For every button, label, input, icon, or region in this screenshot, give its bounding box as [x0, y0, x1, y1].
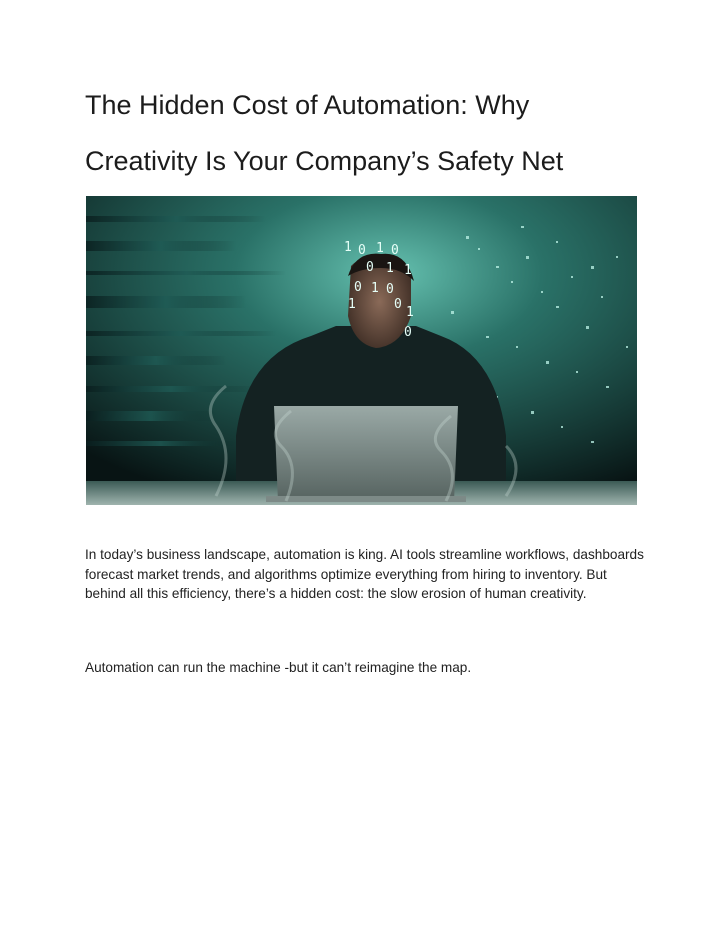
binary-digit: 1 [404, 263, 412, 278]
binary-digit: 0 [394, 297, 402, 312]
laptop [274, 406, 458, 502]
laptop-base [266, 496, 466, 502]
binary-digit: 1 [371, 281, 379, 296]
hero-illustration [86, 196, 637, 505]
binary-digit: 1 [386, 261, 394, 276]
binary-digit: 0 [391, 243, 399, 258]
binary-digit: 0 [366, 260, 374, 275]
binary-digit: 0 [404, 325, 412, 340]
binary-digit: 1 [344, 240, 352, 255]
article-title-line-2: Creativity Is Your Company’s Safety Net [85, 146, 564, 176]
binary-digit: 1 [406, 305, 414, 320]
article-paragraph: Automation can run the machine -but it can’t reimagine the map. [85, 660, 472, 675]
binary-digit: 0 [354, 280, 362, 295]
binary-digit: 0 [358, 243, 366, 258]
article-paragraph: In today’s business landscape, automation is king. AI tools streamline workflows, dashboards forecast market trends, and algorithms optimize everything from hiring to inventory. But behind all this efficiency, there’s a hidden cost: the slow erosion of human creativity. [85, 547, 644, 602]
hero-image [86, 196, 637, 505]
binary-digit: 1 [376, 241, 384, 256]
binary-digit: 1 [348, 297, 356, 312]
article-title [85, 77, 645, 189]
article-title-line-1: The Hidden Cost of Automation: Why [85, 90, 530, 120]
binary-digit: 0 [386, 282, 394, 297]
